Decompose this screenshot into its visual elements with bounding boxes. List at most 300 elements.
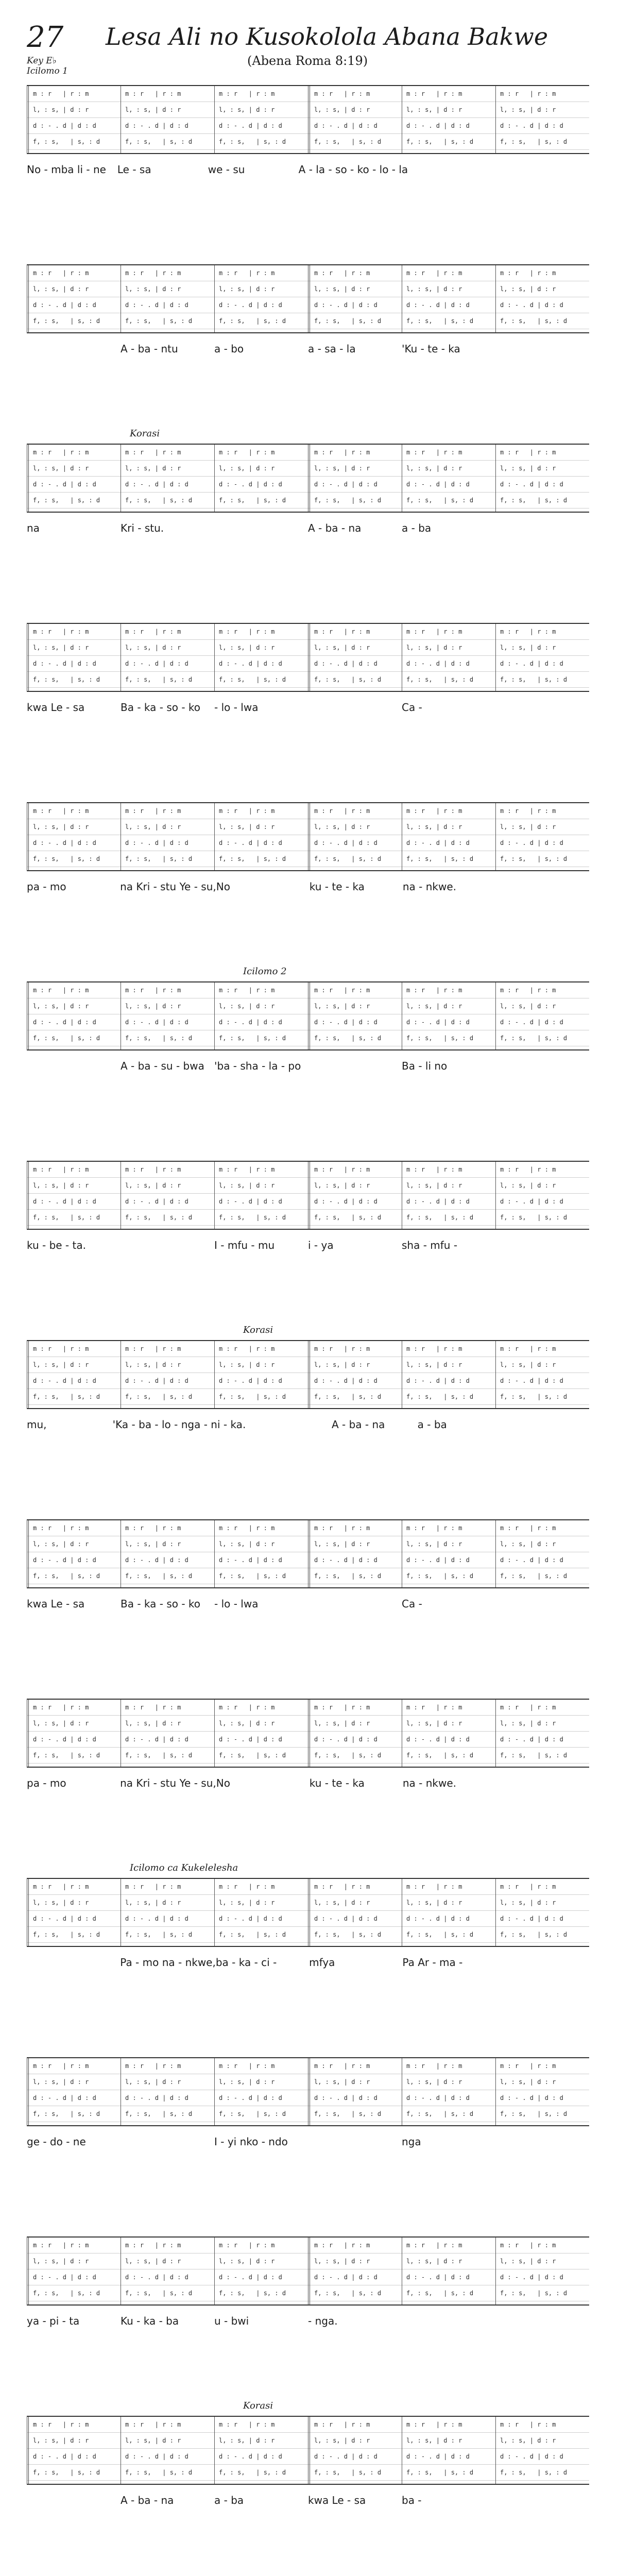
lyric-syllables: Ba - li no [402,1060,448,1072]
lyric-syllables: ya - pi - ta [27,2315,80,2327]
lyric-syllables: u - bwi [214,2315,249,2327]
stanza-label: Icilomo 1 [27,66,68,76]
solfa-voice-line: f, : s, | s, : d [219,2110,286,2117]
solfa-notes [219,1700,304,1764]
solfa-voice-line: d : - . d | d : d [500,839,563,846]
solfa-voice-line: l, : s, | d : r [33,285,89,293]
solfa-notes [33,2238,118,2301]
solfa-voice-line: l, : s, | d : r [219,285,275,293]
solfa-voice-line: m : r | r : m [33,2062,89,2070]
lyric-syllables: i - ya [308,1239,334,1251]
solfa-notes [219,982,304,1046]
music-system [27,264,589,355]
solfa-voice-line: d : - . d | d : d [406,1556,470,1564]
solfa-staff [27,2057,589,2126]
measure [402,265,496,332]
lyrics-line [27,1239,589,1251]
solfa-voice-line: m : r | r : m [219,1704,275,1711]
measure [27,1700,123,1767]
solfa-voice-line: l, : s, | d : r [125,1720,181,1727]
lyric-syllables: pa - mo [27,880,66,893]
music-system [27,966,589,1072]
solfa-voice-line: m : r | r : m [33,1704,89,1711]
solfa-voice-line: m : r | r : m [314,2421,370,2428]
solfa-voice-line: d : - . d | d : d [33,122,96,129]
solfa-notes [314,86,400,150]
solfa-voice-line: m : r | r : m [219,807,275,815]
solfa-voice-line: d : - . d | d : d [125,1915,188,1922]
solfa-notes [33,1341,118,1405]
lyric-syllables: na - nkwe. [402,1777,456,1789]
solfa-voice-line: m : r | r : m [314,269,370,277]
solfa-voice-line: l, : s, | d : r [125,2258,181,2265]
solfa-voice-line: f, : s, | s, : d [33,1214,100,1221]
lyric-syllables [308,701,402,714]
lyric-syllables: 'Ka - ba - lo - nga - ni - ka. [112,1418,246,1431]
solfa-voice-line: l, : s, | d : r [500,1720,556,1727]
music-system [27,623,589,714]
solfa-notes [219,624,304,688]
solfa-voice-line: d : - . d | d : d [33,1019,96,1026]
lyric-syllables: I - yi nko - ndo [214,2136,288,2148]
solfa-notes [125,1520,211,1584]
solfa-voice-line: l, : s, | d : r [500,285,556,293]
solfa-voice-line: d : - . d | d : d [406,2094,470,2102]
solfa-voice-line: l, : s, | d : r [125,644,181,651]
solfa-voice-line: m : r | r : m [406,628,462,635]
solfa-voice-line: f, : s, | s, : d [33,1393,100,1400]
solfa-voice-line: d : - . d | d : d [406,301,470,309]
solfa-notes [406,445,492,509]
solfa-notes [314,2417,400,2481]
lyric-syllables: - nga. [308,2315,338,2327]
lyric-syllables: No [216,1777,230,1789]
solfa-notes [33,803,118,867]
lyric-syllables [27,343,121,355]
solfa-voice-line: m : r | r : m [314,1524,370,1532]
solfa-voice-line: d : - . d | d : d [500,1377,563,1384]
solfa-voice-line: m : r | r : m [125,1883,181,1890]
solfa-voice-line: f, : s, | s, : d [314,2469,382,2476]
lyric-syllables: Le - sa [117,163,151,176]
solfa-notes [406,265,492,329]
solfa-voice-line: d : - . d | d : d [219,1915,282,1922]
solfa-notes [33,1520,118,1584]
solfa-voice-line: d : - . d | d : d [500,1915,563,1922]
solfa-notes [125,2058,211,2122]
solfa-voice-line: m : r | r : m [219,1345,275,1352]
solfa-voice-line: l, : s, | d : r [314,1899,370,1906]
solfa-notes [500,1341,586,1405]
measure [402,2058,496,2125]
solfa-voice-line: m : r | r : m [314,2242,370,2249]
lyric-syllables [402,2315,495,2327]
solfa-voice-line: m : r | r : m [500,1883,556,1890]
solfa-voice-line: d : - . d | d : d [219,1019,282,1026]
measure [495,982,590,1049]
solfa-voice-line: d : - . d | d : d [500,1198,563,1205]
solfa-voice-line: l, : s, | d : r [219,1899,275,1906]
solfa-staff [27,264,589,333]
solfa-voice-line: f, : s, | s, : d [314,2290,382,2297]
measure [214,624,308,691]
lyric-syllables: Ca - [402,701,422,714]
solfa-voice-line: l, : s, | d : r [219,1182,275,1189]
lyric-syllables: na [27,522,40,534]
solfa-voice-line: l, : s, | d : r [219,644,275,651]
lyric-syllables: Ku - ka - ba [121,2315,179,2327]
measure [495,624,590,691]
lyric-syllables: A - ba - na [331,1418,385,1431]
solfa-voice-line: d : - . d | d : d [500,481,563,488]
solfa-staff [27,981,589,1050]
solfa-notes [500,2238,586,2301]
solfa-voice-line: l, : s, | d : r [406,2437,462,2444]
solfa-voice-line: m : r | r : m [314,1166,370,1173]
solfa-voice-line: l, : s, | d : r [406,106,462,113]
solfa-voice-line: f, : s, | s, : d [406,855,474,862]
solfa-voice-line: l, : s, | d : r [314,1361,370,1368]
solfa-voice-line: d : - . d | d : d [406,1736,470,1743]
measure [308,86,404,153]
solfa-voice-line: d : - . d | d : d [125,122,188,129]
solfa-voice-line: l, : s, | d : r [406,465,462,472]
solfa-voice-line: l, : s, | d : r [33,2078,89,2086]
solfa-notes [500,2417,586,2481]
measure [308,1520,404,1587]
solfa-voice-line: f, : s, | s, : d [500,1035,568,1042]
measure [308,803,404,870]
solfa-voice-line: f, : s, | s, : d [314,1214,382,1221]
solfa-voice-line: f, : s, | s, : d [33,1752,100,1759]
solfa-notes [33,982,118,1046]
lyric-syllables [121,1239,214,1251]
solfa-voice-line: m : r | r : m [500,1704,556,1711]
solfa-voice-line: f, : s, | s, : d [314,1393,382,1400]
measure [27,803,123,870]
solfa-voice-line: l, : s, | d : r [33,1720,89,1727]
measure [214,1520,308,1587]
solfa-staff [27,1519,589,1588]
solfa-voice-line: f, : s, | s, : d [219,1752,286,1759]
solfa-voice-line: d : - . d | d : d [500,122,563,129]
solfa-voice-line: m : r | r : m [406,269,462,277]
solfa-voice-line: f, : s, | s, : d [33,1035,100,1042]
solfa-voice-line: f, : s, | s, : d [125,855,193,862]
solfa-voice-line: m : r | r : m [125,987,181,994]
measure [27,86,123,153]
solfa-voice-line: l, : s, | d : r [33,1899,89,1906]
solfa-voice-line: l, : s, | d : r [33,465,89,472]
solfa-voice-line: l, : s, | d : r [406,1003,462,1010]
solfa-voice-line: d : - . d | d : d [125,1736,188,1743]
solfa-voice-line: l, : s, | d : r [500,1540,556,1548]
solfa-notes [500,445,586,509]
measure [495,445,590,512]
solfa-voice-line: m : r | r : m [500,987,556,994]
lyric-syllables: mfya [309,1956,335,1969]
solfa-notes [500,1700,586,1764]
section-label: Korasi [130,428,160,439]
solfa-voice-line: m : r | r : m [219,628,275,635]
lyrics-line [27,880,589,893]
solfa-voice-line: d : - . d | d : d [33,839,96,846]
solfa-staff [27,1161,589,1230]
solfa-notes [500,86,586,150]
solfa-voice-line: m : r | r : m [33,2421,89,2428]
measure [495,2058,590,2125]
solfa-voice-line: d : - . d | d : d [33,301,96,309]
solfa-voice-line: f, : s, | s, : d [125,1931,193,1938]
solfa-voice-line: d : - . d | d : d [314,481,377,488]
solfa-voice-line: d : - . d | d : d [33,2453,96,2460]
solfa-voice-line: f, : s, | s, : d [125,497,193,504]
solfa-voice-line: l, : s, | d : r [500,1361,556,1368]
solfa-voice-line: l, : s, | d : r [500,2437,556,2444]
solfa-notes [125,624,211,688]
solfa-notes [314,445,400,509]
solfa-voice-line: f, : s, | s, : d [33,676,100,683]
solfa-notes [33,2417,118,2481]
solfa-voice-line: f, : s, | s, : d [125,317,193,325]
lyric-syllables: a - ba [214,2494,244,2506]
solfa-voice-line: l, : s, | d : r [500,1899,556,1906]
solfa-voice-line: d : - . d | d : d [219,301,282,309]
measure [121,86,215,153]
solfa-voice-line: f, : s, | s, : d [125,2469,193,2476]
music-system [27,1862,589,1969]
measure [402,624,496,691]
solfa-voice-line: l, : s, | d : r [33,2437,89,2444]
solfa-staff [27,1878,589,1947]
solfa-voice-line: l, : s, | d : r [314,823,370,831]
measure [121,2238,215,2304]
solfa-voice-line: f, : s, | s, : d [500,676,568,683]
solfa-voice-line: f, : s, | s, : d [219,2290,286,2297]
measure [495,2417,590,2484]
solfa-voice-line: m : r | r : m [125,269,181,277]
solfa-voice-line: f, : s, | s, : d [219,1035,286,1042]
solfa-voice-line: m : r | r : m [125,628,181,635]
measure [121,1520,215,1587]
measure [308,1162,404,1229]
solfa-voice-line: d : - . d | d : d [33,660,96,667]
solfa-voice-line: d : - . d | d : d [500,660,563,667]
solfa-voice-line: m : r | r : m [406,1704,462,1711]
solfa-voice-line: l, : s, | d : r [219,2078,275,2086]
music-system [27,1699,589,1789]
solfa-voice-line: l, : s, | d : r [314,2258,370,2265]
solfa-voice-line: m : r | r : m [33,449,89,456]
lyric-syllables: sha - mfu - [402,1239,458,1251]
lyric-syllables [495,2136,589,2148]
section-label: Korasi [243,2400,273,2411]
solfa-voice-line: d : - . d | d : d [406,2274,470,2281]
solfa-voice-line: m : r | r : m [33,90,89,97]
measure [402,1700,496,1767]
solfa-voice-line: d : - . d | d : d [33,2094,96,2102]
solfa-voice-line: f, : s, | s, : d [219,1393,286,1400]
music-system [27,1519,589,1610]
solfa-voice-line: m : r | r : m [500,2421,556,2428]
music-system [27,2057,589,2148]
solfa-voice-line: l, : s, | d : r [33,644,89,651]
key-signature [27,56,68,76]
measure [308,445,404,512]
solfa-voice-line: d : - . d | d : d [406,1377,470,1384]
solfa-notes [33,86,118,150]
solfa-voice-line: d : - . d | d : d [314,1198,377,1205]
measure [27,2417,123,2484]
measure [27,2238,123,2304]
solfa-voice-line: l, : s, | d : r [314,2437,370,2444]
solfa-voice-line: m : r | r : m [500,90,556,97]
solfa-voice-line: l, : s, | d : r [314,644,370,651]
lyric-syllables: Ba - ka - so - ko [121,1598,201,1610]
measure [495,803,590,870]
measure [121,445,215,512]
solfa-notes [219,265,304,329]
lyric-syllables: a - ba [402,522,432,534]
section-label: Icilomo 2 [243,966,287,977]
solfa-voice-line: m : r | r : m [406,1166,462,1173]
measure [214,982,308,1049]
solfa-voice-line: f, : s, | s, : d [125,1572,193,1580]
solfa-voice-line: f, : s, | s, : d [500,855,568,862]
solfa-voice-line: m : r | r : m [406,1524,462,1532]
solfa-voice-line: d : - . d | d : d [500,1019,563,1026]
solfa-voice-line: m : r | r : m [500,2062,556,2070]
solfa-notes [500,2058,586,2122]
lyric-syllables [246,1418,332,1431]
solfa-voice-line: f, : s, | s, : d [219,497,286,504]
measure [214,445,308,512]
lyric-syllables [27,1956,120,1969]
hymn-title: Lesa Ali no Kusokolola Abana Bakwe [106,23,548,50]
lyric-syllables [495,1598,589,1610]
measure [214,1341,308,1408]
lyric-syllables: Pa Ar - ma - [402,1956,463,1969]
solfa-notes [314,982,400,1046]
solfa-voice-line: f, : s, | s, : d [500,138,568,145]
measure [402,1341,496,1408]
measure [402,1162,496,1229]
lyric-syllables: Kri - stu. [121,522,164,534]
solfa-voice-line: m : r | r : m [500,449,556,456]
lyric-syllables [308,1598,402,1610]
solfa-voice-line: l, : s, | d : r [314,1182,370,1189]
measure [308,1700,404,1767]
solfa-voice-line: m : r | r : m [125,1524,181,1532]
solfa-notes [219,1879,304,1943]
solfa-voice-line: f, : s, | s, : d [219,2469,286,2476]
lyric-syllables [496,1777,589,1789]
solfa-voice-line: l, : s, | d : r [125,1003,181,1010]
solfa-notes [125,2417,211,2481]
measure [402,1879,496,1946]
music-system [27,802,589,893]
lyrics-line [27,1598,589,1610]
solfa-voice-line: l, : s, | d : r [314,106,370,113]
solfa-staff [27,1699,589,1768]
solfa-notes [219,445,304,509]
solfa-voice-line: f, : s, | s, : d [406,1752,474,1759]
music-system [27,1325,589,1431]
solfa-voice-line: f, : s, | s, : d [33,2110,100,2117]
solfa-notes [406,1700,492,1764]
measure [214,2238,308,2304]
solfa-voice-line: l, : s, | d : r [219,823,275,831]
solfa-voice-line: d : - . d | d : d [33,1556,96,1564]
lyric-syllables: Ba - ka - so - ko [121,701,201,714]
solfa-voice-line: m : r | r : m [33,269,89,277]
solfa-notes [125,86,211,150]
measure [402,2238,496,2304]
measure [121,624,215,691]
solfa-voice-line: d : - . d | d : d [219,1198,282,1205]
lyric-syllables [496,1956,589,1969]
solfa-voice-line: m : r | r : m [33,1166,89,1173]
solfa-voice-line: l, : s, | d : r [33,106,89,113]
solfa-voice-line: d : - . d | d : d [125,660,188,667]
solfa-voice-line: m : r | r : m [33,987,89,994]
lyric-syllables [27,2494,121,2506]
lyric-syllables [495,1239,589,1251]
solfa-voice-line: m : r | r : m [219,1166,275,1173]
solfa-voice-line: f, : s, | s, : d [406,1214,474,1221]
solfa-voice-line: d : - . d | d : d [125,481,188,488]
solfa-voice-line: m : r | r : m [33,628,89,635]
lyric-syllables: No - mba li - ne [27,163,106,176]
solfa-voice-line: l, : s, | d : r [125,1182,181,1189]
solfa-voice-line: d : - . d | d : d [219,481,282,488]
lyric-syllables: na Kri - stu Ye - su, [120,880,216,893]
solfa-notes [500,265,586,329]
solfa-voice-line: d : - . d | d : d [219,1736,282,1743]
solfa-voice-line: f, : s, | s, : d [500,497,568,504]
solfa-voice-line: d : - . d | d : d [219,1556,282,1564]
measure [121,1879,215,1946]
lyrics-line [27,2315,589,2327]
solfa-voice-line: f, : s, | s, : d [314,2110,382,2117]
solfa-notes [314,803,400,867]
solfa-voice-line: l, : s, | d : r [219,1540,275,1548]
lyrics-line [27,2136,589,2148]
lyric-syllables: we - su [208,163,245,176]
lyric-syllables: ku - te - ka [309,880,365,893]
solfa-notes [125,1162,211,1226]
measure [495,1341,590,1408]
lyric-syllables [408,163,499,176]
solfa-voice-line: f, : s, | s, : d [33,1572,100,1580]
lyric-syllables [27,1060,121,1072]
solfa-voice-line: l, : s, | d : r [125,2078,181,2086]
measure [27,624,123,691]
lyric-syllables [121,2136,214,2148]
solfa-voice-line: m : r | r : m [314,807,370,815]
solfa-voice-line: l, : s, | d : r [500,823,556,831]
solfa-voice-line: d : - . d | d : d [125,301,188,309]
music-system [27,2236,589,2327]
solfa-notes [219,2417,304,2481]
solfa-voice-line: d : - . d | d : d [406,481,470,488]
measure [214,1162,308,1229]
solfa-voice-line: f, : s, | s, : d [314,1572,382,1580]
measure [308,265,404,332]
solfa-voice-line: m : r | r : m [125,1166,181,1173]
measure [27,445,123,512]
solfa-voice-line: d : - . d | d : d [219,2094,282,2102]
